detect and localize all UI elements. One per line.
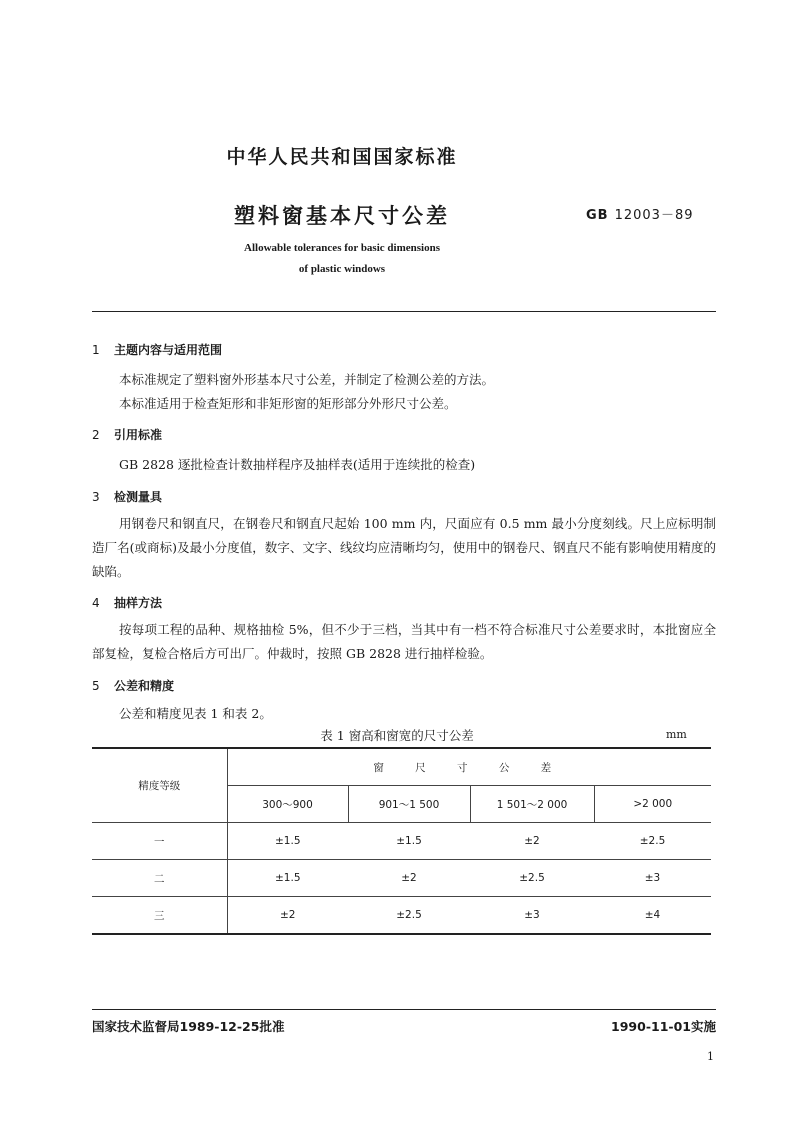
column-header-3: 1 501～2 000 xyxy=(470,786,594,823)
section-1-number: 1 xyxy=(92,343,100,357)
standard-code-prefix: GB xyxy=(586,208,609,223)
grade-cell: 二 xyxy=(92,860,227,897)
section-2-title: 引用标准 xyxy=(114,428,163,442)
national-standard-heading: 中华人民共和国国家标准 xyxy=(226,146,458,168)
section-5-heading xyxy=(92,677,174,694)
section-3-heading xyxy=(92,488,162,505)
section-1-line-2: 本标准适用于检查矩形和非矩形窗的矩形部分外形尺寸公差。 xyxy=(119,396,457,411)
value-cell: ±2 xyxy=(470,823,594,860)
section-1-line-1: 本标准规定了塑料窗外形基本尺寸公差，并制定了检测公差的方法。 xyxy=(119,372,495,387)
value-cell: ±2.5 xyxy=(348,897,470,935)
section-5-number: 5 xyxy=(92,679,100,693)
column-header-2: 901～1 500 xyxy=(348,786,470,823)
grade-cell: 一 xyxy=(92,823,227,860)
section-2-heading xyxy=(92,426,162,443)
table-row xyxy=(92,860,711,897)
approval-line: 国家技术监督局1989-12-25批准 xyxy=(92,1019,285,1034)
table-1 xyxy=(92,747,711,935)
value-cell: ±2 xyxy=(227,897,348,935)
section-5-title: 公差和精度 xyxy=(114,679,175,693)
english-title-line-2: of plastic windows xyxy=(298,263,386,275)
section-1-title: 主题内容与适用范围 xyxy=(114,343,223,357)
standard-code xyxy=(586,204,694,223)
header-divider xyxy=(92,311,716,312)
group-header-cell xyxy=(227,748,711,786)
section-3-title: 检测量具 xyxy=(114,490,163,504)
table-1-unit: mm xyxy=(666,728,687,741)
table-row xyxy=(92,823,711,860)
section-3-number: 3 xyxy=(92,490,100,504)
document-title: 塑料窗基本尺寸公差 xyxy=(234,204,450,228)
table-row xyxy=(92,897,711,935)
implementation-line: 1990-11-01实施 xyxy=(611,1019,716,1034)
section-4-title: 抽样方法 xyxy=(114,596,163,610)
grade-header-cell: 精度等级 xyxy=(92,748,227,823)
section-2-reference: GB 2828 逐批检查计数抽样程序及抽样表(适用于连续批的检查) xyxy=(119,457,476,472)
section-1-heading xyxy=(92,341,222,358)
section-3-paragraph: 用钢卷尺和钢直尺，在钢卷尺和钢直尺起始 100 mm 内，尺面应有 0.5 mm 最小分度刻线。尺上应标明制造厂名(或商标)及最小分度值，数字、文字、线纹均应清晰均匀，使用中的钢卷尺、钢直尺不能有影响使用精度的缺陷。 xyxy=(92,516,716,579)
section-4-number: 4 xyxy=(92,596,100,610)
value-cell: ±1.5 xyxy=(227,823,348,860)
value-cell: ±3 xyxy=(594,860,711,897)
column-header-1: 300～900 xyxy=(227,786,348,823)
value-cell: ±4 xyxy=(594,897,711,935)
value-cell: ±2.5 xyxy=(594,823,711,860)
value-cell: ±2 xyxy=(348,860,470,897)
value-cell: ±1.5 xyxy=(227,860,348,897)
column-header-4: >2 000 xyxy=(594,786,711,823)
standard-code-number: 12003－89 xyxy=(614,208,694,223)
section-4-paragraph: 按每项工程的品种、规格抽检 5%，但不少于三档，当其中有一档不符合标准尺寸公差要求时，本批窗应全部复检，复检合格后方可出厂。仲裁时，按照 GB 2828 进行抽样检验。 xyxy=(92,622,716,661)
section-2-number: 2 xyxy=(92,428,100,442)
section-4-heading xyxy=(92,594,162,611)
table-1-header-row-1 xyxy=(92,748,711,786)
english-title-line-1: Allowable tolerances for basic dimensions xyxy=(244,242,440,254)
table-1-caption: 表 1 窗高和窗宽的尺寸公差 xyxy=(320,728,474,743)
grade-cell: 三 xyxy=(92,897,227,935)
value-cell: ±3 xyxy=(470,897,594,935)
value-cell: ±1.5 xyxy=(348,823,470,860)
section-5-line: 公差和精度见表 1 和表 2。 xyxy=(119,706,272,721)
group-header-text: 窗 尺 寸 公 差 xyxy=(373,761,566,774)
value-cell: ±2.5 xyxy=(470,860,594,897)
footer-divider xyxy=(92,1009,716,1010)
page-number: 1 xyxy=(707,1050,714,1063)
